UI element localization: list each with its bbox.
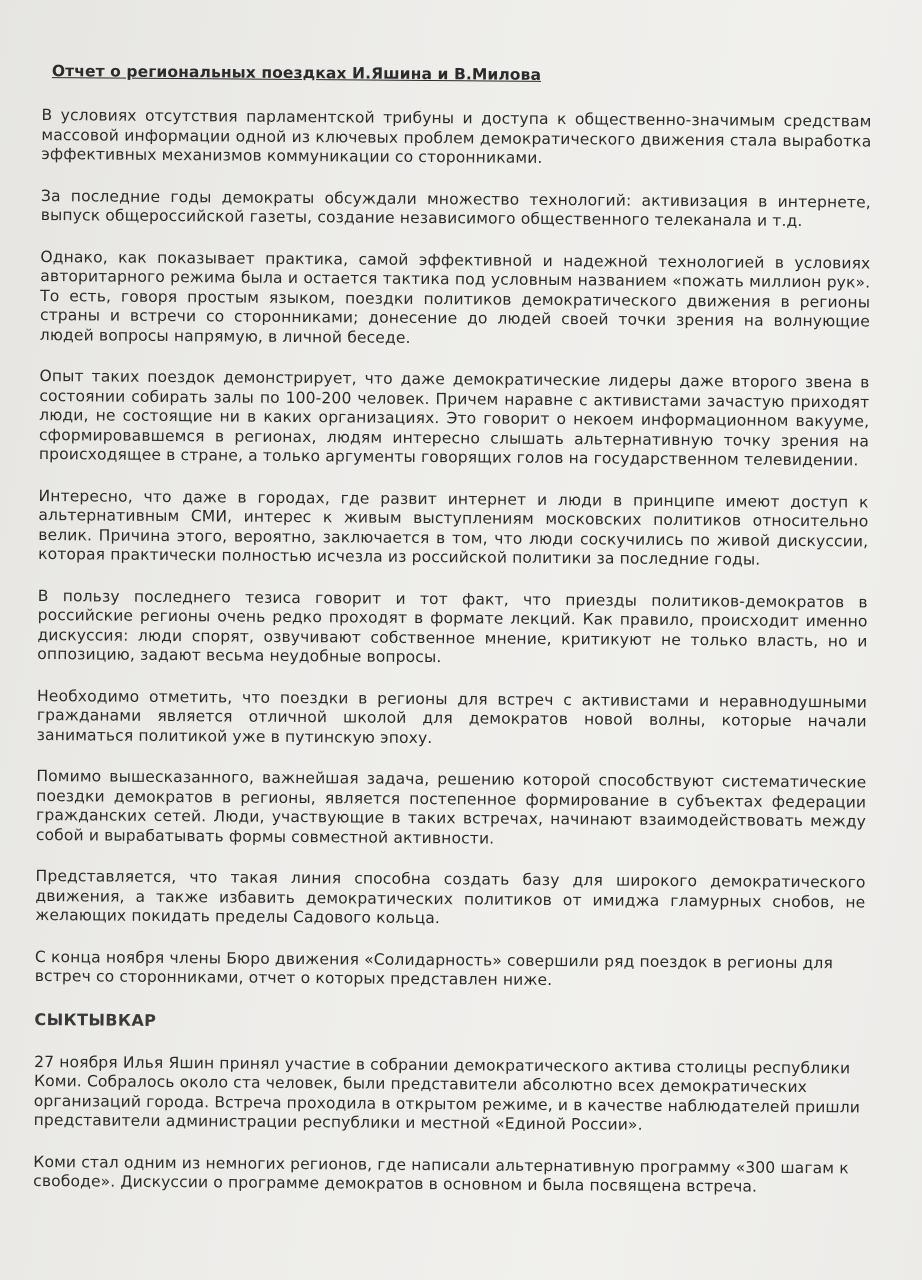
paragraph-3: Однако, как показывает практика, самой эффективной и надежной технологией в условиях авторитарного режима была и остается тактика под условным названием «пожать миллион рук». То есть, говоря простым языком, поездки политиков демократического движения в регионы страны и встречи со сторонниками; донесение до людей своей точки зрения на волнующие людей вопросы напрямую, в личной беседе.	[39, 247, 871, 347]
section-paragraph-2: Коми стал одним из немногих регионов, где написали альтернативную программу «300 шагам к свободе». Дискуссии о программе демократов в основном и была посвящена встреча.	[33, 1152, 849, 1196]
section-paragraph-1: 27 ноября Илья Яшин принял участие в собрании демократического актива столицы республики Коми. Собралось около ста человек, были представители абсолютно всех демократических организаций города. Встреча проходила в открытом режиме, и в качестве наблюдателей пришли представители администрации республики и местной «Единой России».	[33, 1052, 861, 1134]
paragraph-6: В пользу последнего тезиса говорит и тот факт, что приезды политиков-демократов в российские регионы очень редко проходят в формате лекций. Как правило, происходит именно дискуссия: люди спорят, озвучивают собственное мнение, критикуют не только власть, но и оппозицию, задают весьма неудобные вопросы.	[37, 586, 868, 667]
paragraph-7: Необходимо отметить, что поездки в регионы для встреч с активистами и неравнодушными гражданами является отличной школой для демократов новой волны, которые начали заниматься политикой уже в путинскую эпоху.	[36, 686, 868, 747]
paragraph-5: Интересно, что даже в городах, где развит интернет и люди в принципе имеют доступ к альтернативным СМИ, интерес к живым выступлениям московских политиков относительно велик. Причина этого, вероятно, заключается в том, что люди соскучились по живой дискуссии, которая практически полностью исчезла из российской политики за последние годы.	[38, 486, 869, 569]
paragraph-1: В условиях отсутствия парламентской трибуны и доступа к общественно-значимым средствам массовой информации одной из ключевых проблем демократического движения стала выработка эффективных механизмов коммуникации со сторонниками.	[41, 105, 872, 167]
section-heading-syktyvkar: СЫКТЫВКАР	[34, 1009, 157, 1030]
paragraph-10: С конца ноября члены Бюро движения «Солидарность» совершили ряд поездок в регионы для встреч со сторонниками, отчет о которых представлен ниже.	[34, 947, 834, 990]
document-page	[33, 60, 872, 1220]
paragraph-2: За последние годы демократы обсуждали множество технологий: активизация в интернете, выпуск общероссийской газеты, создание независимого общественного телеканала и т.д.	[40, 186, 871, 230]
paragraph-9: Представляется, что такая линия способна создать базу для широкого демократического движения, а также избавить демократических политиков от имиджа гламурных снобов, не желающих покидать пределы Садового кольца.	[35, 866, 866, 928]
document-title: Отчет о региональных поездках И.Яшина и В.Милова	[51, 62, 542, 84]
paragraph-8: Помимо вышесказанного, важнейшая задача, решению которой способствуют систематические поездки демократов в регионы, является постепенное формирование в субъектах федерации гражданских сетей. Люди, участвующие в таких встречах, начинают взаимодействовать между собой и вырабатывать формы совместной активности.	[35, 766, 867, 848]
paragraph-4: Опыт таких поездок демонстрирует, что даже демократические лидеры даже второго звена в состоянии собирать залы по 100-200 человек. Причем наравне с активистами зачастую приходят люди, не состоящие ни в каких организациях. Это говорит о некоем информационном вакууме, сформировавшемся в регионах, людям интересно слышать альтернативную точку зрения на происходящее в стране, а только аргументы говорящих голов на государственном телевидении.	[38, 366, 870, 470]
